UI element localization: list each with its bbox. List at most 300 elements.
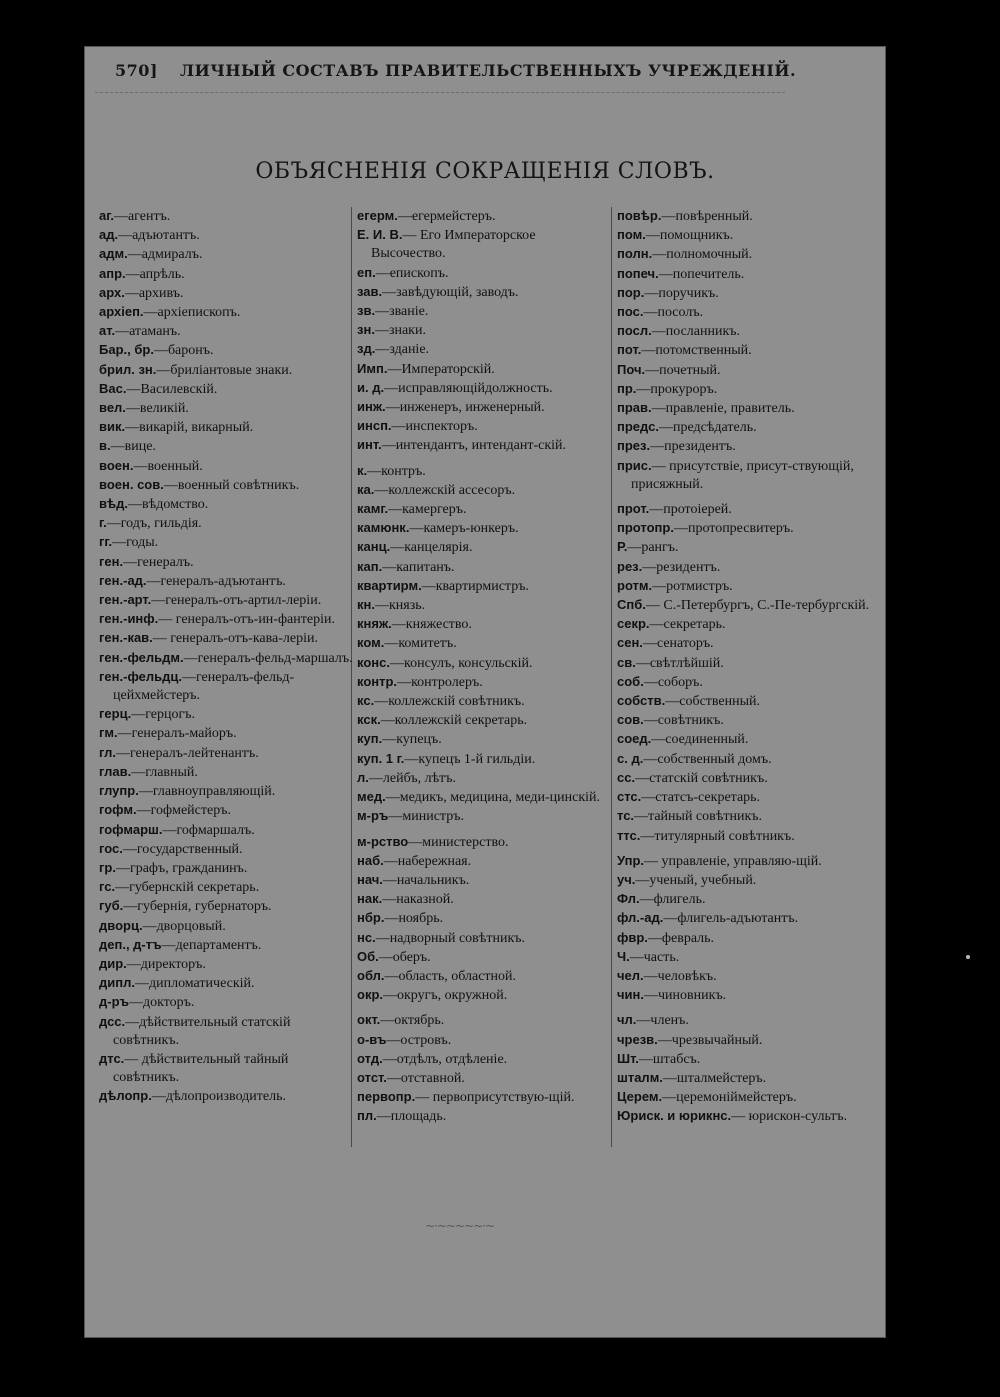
abbreviation-definition: —инспекторъ. bbox=[391, 419, 478, 435]
abbreviation-entry bbox=[99, 553, 354, 572]
abbreviation-term: ген.-фельдм. bbox=[99, 649, 184, 665]
abbreviation-definition: —знаки. bbox=[374, 323, 426, 339]
abbreviation-entry bbox=[617, 399, 879, 418]
abbreviation-term: кап. bbox=[357, 558, 383, 574]
abbreviation-entry bbox=[99, 1050, 354, 1087]
abbreviation-definition: —государственный. bbox=[122, 841, 243, 857]
abbreviation-term: дѣлопр. bbox=[99, 1088, 152, 1104]
abbreviation-entry bbox=[99, 303, 354, 322]
abbreviation-term: зд. bbox=[357, 341, 376, 357]
abbreviation-entry bbox=[99, 763, 354, 782]
abbreviation-term: Р. bbox=[617, 539, 628, 555]
abbreviation-term: куп. 1 г. bbox=[357, 750, 405, 766]
abbreviation-term: в. bbox=[99, 438, 111, 454]
abbreviation-definition: —званіе. bbox=[375, 304, 429, 320]
abbreviation-entry bbox=[617, 807, 879, 826]
abbreviation-definition: —совѣтникъ. bbox=[643, 713, 724, 729]
abbreviation-entry bbox=[617, 596, 879, 615]
abbreviation-entry bbox=[99, 993, 354, 1012]
abbreviation-entry bbox=[617, 692, 879, 711]
abbreviation-definition: —купецъ. bbox=[382, 732, 442, 748]
abbreviation-definition: —консулъ, консульскій. bbox=[389, 655, 533, 671]
abbreviation-entry bbox=[99, 897, 354, 916]
abbreviation-definition: —епископъ. bbox=[375, 265, 449, 281]
abbreviation-entry bbox=[99, 744, 354, 763]
abbreviation-definition: —шталмейстеръ. bbox=[662, 1070, 767, 1086]
abbreviation-entry bbox=[617, 1107, 879, 1126]
abbreviation-entry bbox=[357, 788, 611, 807]
abbreviation-definition: — первоприсутствую-щій. bbox=[415, 1090, 575, 1106]
abbreviation-entry bbox=[617, 265, 879, 284]
abbreviation-term: ген.-фельдц. bbox=[99, 668, 182, 684]
abbreviation-definition: —правленіе, правитель. bbox=[651, 401, 795, 417]
abbreviation-entry bbox=[99, 418, 354, 437]
abbreviation-term: ген.-инф. bbox=[99, 611, 159, 627]
abbreviation-entry bbox=[617, 909, 879, 928]
abbreviation-term: предс. bbox=[617, 419, 659, 435]
abbreviation-entry bbox=[357, 519, 611, 538]
abbreviation-definition: —чиновникъ. bbox=[644, 988, 727, 1004]
page-number: 570] bbox=[115, 61, 158, 80]
abbreviation-entry bbox=[99, 917, 354, 936]
abbreviation-entry bbox=[617, 207, 879, 226]
abbreviation-term: дсс. bbox=[99, 1013, 126, 1029]
abbreviation-definition: —апрѣль. bbox=[125, 266, 185, 282]
abbreviation-term: гл. bbox=[99, 744, 116, 760]
abbreviation-term: егерм. bbox=[357, 208, 398, 223]
abbreviation-term: Ч. bbox=[617, 948, 630, 964]
abbreviation-definition: —собственный домъ. bbox=[643, 751, 772, 767]
page-header bbox=[115, 61, 796, 80]
abbreviation-definition: —ноябрь. bbox=[384, 911, 444, 927]
abbreviation-entry bbox=[357, 833, 611, 852]
abbreviation-term: м-ръ bbox=[357, 808, 389, 824]
abbreviation-definition: —набережная. bbox=[383, 853, 472, 869]
abbreviation-entry bbox=[357, 711, 611, 730]
abbreviation-entry bbox=[357, 321, 611, 340]
abbreviation-entry bbox=[617, 226, 879, 245]
abbreviation-entry bbox=[617, 654, 879, 673]
abbreviation-term: Об. bbox=[357, 948, 379, 964]
abbreviation-term: пр. bbox=[617, 380, 637, 396]
abbreviation-entry bbox=[357, 948, 611, 967]
abbreviation-definition: —квартирмистръ. bbox=[421, 578, 529, 594]
abbreviation-entry bbox=[357, 1050, 611, 1069]
abbreviation-definition: — генералъ-отъ-кава-леріи. bbox=[152, 631, 319, 647]
abbreviation-entry bbox=[99, 974, 354, 993]
abbreviation-term: глав. bbox=[99, 763, 132, 779]
abbreviation-entry bbox=[357, 730, 611, 749]
abbreviation-term: Поч. bbox=[617, 361, 646, 377]
abbreviation-term: чл. bbox=[617, 1012, 637, 1028]
abbreviation-definition: —помощникъ. bbox=[645, 228, 734, 244]
abbreviation-definition: —свѣтлѣйшій. bbox=[635, 655, 724, 671]
abbreviation-term: дипл. bbox=[99, 975, 135, 991]
abbreviation-term: г. bbox=[99, 515, 107, 531]
abbreviation-definition: —посолъ. bbox=[643, 305, 704, 321]
abbreviation-entry bbox=[617, 538, 879, 557]
abbreviation-term: глупр. bbox=[99, 783, 139, 799]
abbreviation-entry bbox=[99, 399, 354, 418]
abbreviation-term: кн. bbox=[357, 597, 375, 613]
abbreviation-entry bbox=[99, 629, 354, 648]
abbreviation-entry bbox=[99, 572, 354, 591]
abbreviation-term: окр. bbox=[357, 987, 383, 1003]
abbreviation-definition: —герцогъ. bbox=[131, 707, 195, 723]
abbreviation-entry bbox=[99, 955, 354, 974]
abbreviation-term: губ. bbox=[99, 898, 124, 914]
abbreviation-term: вѣд. bbox=[99, 496, 128, 512]
abbreviation-definition: —октябрь. bbox=[380, 1013, 445, 1029]
abbreviation-entry bbox=[617, 929, 879, 948]
abbreviation-definition: —зданіе. bbox=[375, 342, 430, 358]
abbreviation-definition: —полномочный. bbox=[652, 247, 753, 263]
abbreviation-definition: —наказной. bbox=[382, 892, 454, 908]
abbreviation-definition: —лейбъ, лѣтъ. bbox=[368, 770, 457, 786]
abbreviation-entry bbox=[617, 341, 879, 360]
abbreviation-term: ад. bbox=[99, 227, 119, 243]
abbreviation-term: през. bbox=[617, 438, 651, 454]
abbreviation-entry bbox=[617, 967, 879, 986]
abbreviation-entry bbox=[99, 265, 354, 284]
abbreviation-definition: —рангъ. bbox=[627, 540, 679, 556]
abbreviation-entry bbox=[357, 673, 611, 692]
abbreviation-term: с. д. bbox=[617, 750, 644, 766]
abbreviation-term: сс. bbox=[617, 769, 636, 785]
abbreviation-entry bbox=[99, 859, 354, 878]
abbreviation-entry bbox=[357, 558, 611, 577]
abbreviation-term: гм. bbox=[99, 725, 118, 741]
abbreviation-entry bbox=[99, 782, 354, 801]
abbreviation-entry bbox=[357, 929, 611, 948]
abbreviation-definition: —контръ. bbox=[367, 463, 426, 479]
abbreviation-definition: —генералъ. bbox=[123, 554, 194, 570]
abbreviation-definition: —губернскій секретарь. bbox=[115, 880, 260, 896]
abbreviation-entry bbox=[357, 807, 611, 826]
abbreviation-definition: —военный. bbox=[133, 458, 203, 474]
abbreviation-definition: —медикъ, медицина, меди-цинскій. bbox=[385, 790, 600, 806]
abbreviation-definition: —вѣдомство. bbox=[128, 497, 209, 513]
abbreviation-entry bbox=[99, 705, 354, 724]
abbreviation-definition: —часть. bbox=[629, 949, 680, 965]
abbreviation-definition: —членъ. bbox=[636, 1013, 689, 1029]
abbreviation-definition: —дѣлопроизводитель. bbox=[151, 1089, 286, 1105]
abbreviation-entry bbox=[357, 500, 611, 519]
abbreviation-term: пл. bbox=[357, 1108, 377, 1124]
abbreviation-term: архіеп. bbox=[99, 304, 144, 320]
abbreviation-definition: — Его Императорское Высочество. bbox=[371, 228, 536, 262]
abbreviation-entry bbox=[357, 417, 611, 436]
abbreviation-entry bbox=[617, 827, 879, 846]
abbreviation-entry bbox=[617, 303, 879, 322]
abbreviation-entry bbox=[99, 245, 354, 264]
abbreviation-term: дтс. bbox=[99, 1050, 125, 1066]
abbreviation-definition: —февраль. bbox=[647, 930, 715, 946]
abbreviation-term: о-въ bbox=[357, 1031, 387, 1047]
abbreviation-term: мед. bbox=[357, 789, 386, 805]
abbreviation-entry bbox=[99, 514, 354, 533]
abbreviation-entry bbox=[357, 379, 611, 398]
abbreviation-term: Е. И. В. bbox=[357, 227, 403, 243]
abbreviation-term: и. д. bbox=[357, 379, 385, 395]
abbreviation-entry bbox=[357, 226, 611, 263]
abbreviation-term: гр. bbox=[99, 859, 116, 875]
abbreviation-term: вик. bbox=[99, 419, 126, 435]
abbreviation-term: ттс. bbox=[617, 827, 641, 843]
abbreviation-term: Бар., бр. bbox=[99, 342, 154, 358]
abbreviation-term: зав. bbox=[357, 283, 383, 299]
abbreviation-definition: —директоръ. bbox=[126, 956, 206, 972]
abbreviation-entry bbox=[617, 615, 879, 634]
abbreviation-definition: —гофмаршалъ. bbox=[162, 822, 255, 838]
abbreviation-entry bbox=[357, 890, 611, 909]
abbreviation-entry bbox=[357, 302, 611, 321]
abbreviation-definition: —губернія, губернаторъ. bbox=[123, 899, 272, 915]
abbreviation-term: повѣр. bbox=[617, 208, 662, 223]
abbreviation-term: м-рство bbox=[357, 833, 409, 849]
abbreviation-term: чел. bbox=[617, 967, 644, 983]
abbreviation-definition: — генералъ-отъ-ин-фантеріи. bbox=[158, 612, 335, 628]
abbreviation-entry bbox=[617, 322, 879, 341]
abbreviation-term: вел. bbox=[99, 400, 126, 416]
abbreviation-term: еп. bbox=[357, 264, 376, 280]
abbreviation-definition: —надворный совѣтникъ. bbox=[375, 930, 526, 946]
abbreviation-entry bbox=[99, 322, 354, 341]
abbreviation-term: контр. bbox=[357, 673, 398, 689]
abbreviation-term: к. bbox=[357, 462, 368, 478]
abbreviation-entry bbox=[99, 668, 354, 705]
abbreviation-entry bbox=[357, 207, 611, 226]
abbreviation-definition: —повѣренный. bbox=[661, 209, 753, 224]
abbreviation-entry bbox=[617, 730, 879, 749]
abbreviation-term: ат. bbox=[99, 323, 116, 339]
abbreviation-definition: —годъ, гильдія. bbox=[106, 516, 202, 532]
abbreviation-entry bbox=[99, 801, 354, 820]
abbreviation-entry bbox=[357, 909, 611, 928]
abbreviation-definition: —попечитель. bbox=[658, 266, 745, 282]
abbreviation-term: воен. сов. bbox=[99, 476, 164, 492]
abbreviation-definition: —главный. bbox=[131, 764, 198, 780]
abbreviation-definition: —генералъ-майоръ. bbox=[117, 726, 237, 742]
document-page bbox=[84, 46, 886, 1338]
abbreviation-entry bbox=[357, 360, 611, 379]
abbreviation-definition: —министерство. bbox=[408, 834, 509, 850]
abbreviation-term: сов. bbox=[617, 712, 644, 728]
abbreviation-entry bbox=[357, 967, 611, 986]
abbreviation-term: аг. bbox=[99, 208, 114, 223]
abbreviation-entry bbox=[357, 283, 611, 302]
abbreviation-term: Спб. bbox=[617, 597, 646, 613]
abbreviation-definition: —собственный. bbox=[665, 694, 761, 710]
abbreviation-term: камг. bbox=[357, 501, 389, 517]
abbreviation-entry bbox=[99, 341, 354, 360]
abbreviation-entry bbox=[357, 264, 611, 283]
abbreviation-definition: —агентъ. bbox=[113, 209, 171, 224]
abbreviation-term: кс. bbox=[357, 693, 375, 709]
abbreviation-definition: —генералъ-лейтенантъ. bbox=[115, 745, 259, 761]
abbreviation-entry bbox=[617, 500, 879, 519]
abbreviation-definition: —прокуроръ. bbox=[636, 381, 718, 397]
abbreviation-definition: —генералъ-фельд-цейхмейстеръ. bbox=[113, 669, 295, 704]
abbreviation-entry bbox=[357, 1031, 611, 1050]
abbreviation-term: посл. bbox=[617, 323, 652, 339]
abbreviation-entry bbox=[617, 711, 879, 730]
abbreviation-term: воен. bbox=[99, 457, 134, 473]
abbreviation-term: апр. bbox=[99, 265, 126, 281]
abbreviation-definition: —ученый, учебный. bbox=[635, 872, 757, 888]
abbreviation-term: д-ръ bbox=[99, 994, 129, 1010]
abbreviation-term: фл.-ад. bbox=[617, 910, 664, 926]
abbreviation-entry bbox=[617, 1031, 879, 1050]
abbreviation-term: канц. bbox=[357, 539, 391, 555]
abbreviations-column-1 bbox=[99, 207, 354, 1107]
abbreviation-entry bbox=[617, 871, 879, 890]
abbreviations-column-3 bbox=[617, 207, 879, 1127]
abbreviation-definition: —соборъ. bbox=[643, 674, 703, 690]
abbreviation-term: секр. bbox=[617, 616, 650, 632]
abbreviation-term: пот. bbox=[617, 342, 642, 358]
abbreviation-definition: —ротмистръ. bbox=[652, 578, 733, 594]
abbreviation-entry bbox=[99, 840, 354, 859]
abbreviation-term: конс. bbox=[357, 654, 390, 670]
abbreviation-entry bbox=[99, 1013, 354, 1050]
abbreviation-term: арх. bbox=[99, 284, 125, 300]
abbreviation-term: нбр. bbox=[357, 910, 385, 926]
abbreviation-definition: —титулярный совѣтникъ. bbox=[640, 828, 795, 844]
abbreviation-definition: —президентъ. bbox=[650, 439, 736, 455]
abbreviation-definition: —протоіерей. bbox=[649, 502, 732, 518]
abbreviation-term: Шт. bbox=[617, 1050, 639, 1066]
abbreviation-definition: —статскій совѣтникъ. bbox=[635, 770, 768, 786]
abbreviation-definition: —начальникъ. bbox=[382, 872, 470, 888]
abbreviation-definition: —военный совѣтникъ. bbox=[163, 477, 300, 493]
abbreviation-entry bbox=[357, 615, 611, 634]
abbreviation-term: княж. bbox=[357, 616, 392, 632]
abbreviation-term: чрезв. bbox=[617, 1031, 658, 1047]
abbreviation-term: пор. bbox=[617, 284, 645, 300]
abbreviation-definition: —баронъ. bbox=[153, 343, 214, 359]
abbreviation-term: квартирм. bbox=[357, 577, 422, 593]
abbreviation-definition: —гофмейстеръ. bbox=[136, 803, 231, 819]
abbreviation-entry bbox=[357, 769, 611, 788]
abbreviation-term: ген.-ад. bbox=[99, 572, 147, 588]
abbreviation-entry bbox=[99, 821, 354, 840]
abbreviation-definition: —егермейстеръ. bbox=[397, 209, 496, 224]
abbreviation-entry bbox=[617, 1088, 879, 1107]
abbreviation-term: дворц. bbox=[99, 917, 143, 933]
abbreviation-entry bbox=[617, 457, 879, 494]
abbreviation-definition: —дѣйствительный статскій совѣтникъ. bbox=[113, 1014, 291, 1048]
abbreviation-entry bbox=[357, 750, 611, 769]
abbreviation-term: инсп. bbox=[357, 418, 392, 434]
abbreviation-term: л. bbox=[357, 769, 369, 785]
abbreviation-term: адм. bbox=[99, 246, 128, 262]
abbreviation-definition: —купецъ 1-й гильдіи. bbox=[404, 751, 536, 767]
abbreviation-term: гофмарш. bbox=[99, 821, 163, 837]
abbreviation-entry bbox=[617, 437, 879, 456]
abbreviation-definition: — юрискон-сультъ. bbox=[731, 1109, 848, 1125]
abbreviation-definition: —почетный. bbox=[645, 362, 721, 378]
abbreviation-definition: —генералъ-фельд-маршалъ. bbox=[183, 650, 353, 666]
abbreviation-definition: —архивъ. bbox=[124, 285, 184, 301]
abbreviation-term: стс. bbox=[617, 789, 642, 805]
abbreviation-definition: —канцелярія. bbox=[390, 540, 473, 556]
abbreviation-entry bbox=[357, 398, 611, 417]
abbreviation-definition: —годы. bbox=[112, 535, 159, 551]
abbreviation-entry bbox=[617, 1011, 879, 1030]
abbreviation-entry bbox=[617, 788, 879, 807]
abbreviation-term: ка. bbox=[357, 481, 375, 497]
abbreviation-term: собств. bbox=[617, 693, 666, 709]
abbreviation-entry bbox=[99, 610, 354, 629]
abbreviation-definition: —адмиралъ. bbox=[127, 247, 203, 263]
abbreviation-definition: —статсъ-секретарь. bbox=[641, 790, 761, 806]
abbreviation-term: ротм. bbox=[617, 577, 653, 593]
abbreviation-term: тс. bbox=[617, 808, 635, 824]
abbreviation-entry bbox=[617, 852, 879, 871]
abbreviation-term: герц. bbox=[99, 706, 132, 722]
abbreviation-definition: —графъ, гражданинъ. bbox=[115, 860, 248, 876]
abbreviation-term: сен. bbox=[617, 635, 643, 651]
abbreviation-definition: —викарій, викарный. bbox=[125, 420, 254, 436]
abbreviation-entry bbox=[357, 634, 611, 653]
abbreviation-definition: —посланникъ. bbox=[651, 324, 741, 340]
abbreviation-term: пос. bbox=[617, 304, 644, 320]
abbreviation-definition: —адъютантъ. bbox=[118, 228, 200, 244]
abbreviation-definition: —резидентъ. bbox=[642, 559, 721, 575]
abbreviation-definition: — С.-Петербургъ, С.-Пе-тербургскій. bbox=[645, 598, 870, 614]
abbreviation-definition: —исправляющійдолжность. bbox=[384, 380, 553, 396]
abbreviation-term: куп. bbox=[357, 731, 383, 747]
abbreviation-definition: —протопресвитеръ. bbox=[673, 521, 794, 537]
abbreviation-term: попеч. bbox=[617, 265, 659, 281]
abbreviation-entry bbox=[617, 1069, 879, 1088]
abbreviation-definition: —Императорскій. bbox=[387, 361, 495, 377]
abbreviation-definition: —оберъ. bbox=[378, 949, 431, 965]
section-title: ОБЪЯСНЕНІЯ СОКРАЩЕНІЯ СЛОВЪ. bbox=[255, 159, 715, 184]
abbreviation-definition: —бриліантовые знаки. bbox=[156, 362, 293, 378]
abbreviation-entry bbox=[99, 495, 354, 514]
abbreviation-entry bbox=[99, 724, 354, 743]
abbreviation-term: первопр. bbox=[357, 1089, 416, 1105]
abbreviation-term: нак. bbox=[357, 891, 383, 907]
abbreviation-entry bbox=[357, 1107, 611, 1126]
abbreviation-entry bbox=[617, 380, 879, 399]
abbreviation-entry bbox=[617, 519, 879, 538]
abbreviation-term: ген.-кав. bbox=[99, 630, 153, 646]
abbreviation-entry bbox=[99, 533, 354, 552]
abbreviation-term: инт. bbox=[357, 437, 382, 453]
abbreviation-definition: —коллежскій секретарь. bbox=[380, 713, 528, 729]
abbreviation-term: Вас. bbox=[99, 380, 127, 396]
abbreviation-definition: —камергеръ. bbox=[388, 502, 467, 518]
abbreviation-term: нс. bbox=[357, 929, 376, 945]
abbreviation-entry bbox=[617, 986, 879, 1005]
abbreviation-term: прав. bbox=[617, 400, 652, 416]
abbreviation-entry bbox=[617, 1050, 879, 1069]
abbreviation-entry bbox=[99, 226, 354, 245]
abbreviation-entry bbox=[357, 577, 611, 596]
abbreviation-entry bbox=[99, 1087, 354, 1106]
abbreviation-entry bbox=[357, 852, 611, 871]
abbreviation-definition: —генералъ-адъютантъ. bbox=[146, 573, 286, 589]
abbreviation-entry bbox=[357, 481, 611, 500]
abbreviation-definition: —область, областной. bbox=[384, 968, 517, 984]
abbreviation-entry bbox=[617, 634, 879, 653]
abbreviation-definition: —контролеръ. bbox=[397, 674, 483, 690]
abbreviation-term: зв. bbox=[357, 303, 376, 319]
abbreviation-definition: —камеръ-юнкеръ. bbox=[409, 521, 519, 537]
